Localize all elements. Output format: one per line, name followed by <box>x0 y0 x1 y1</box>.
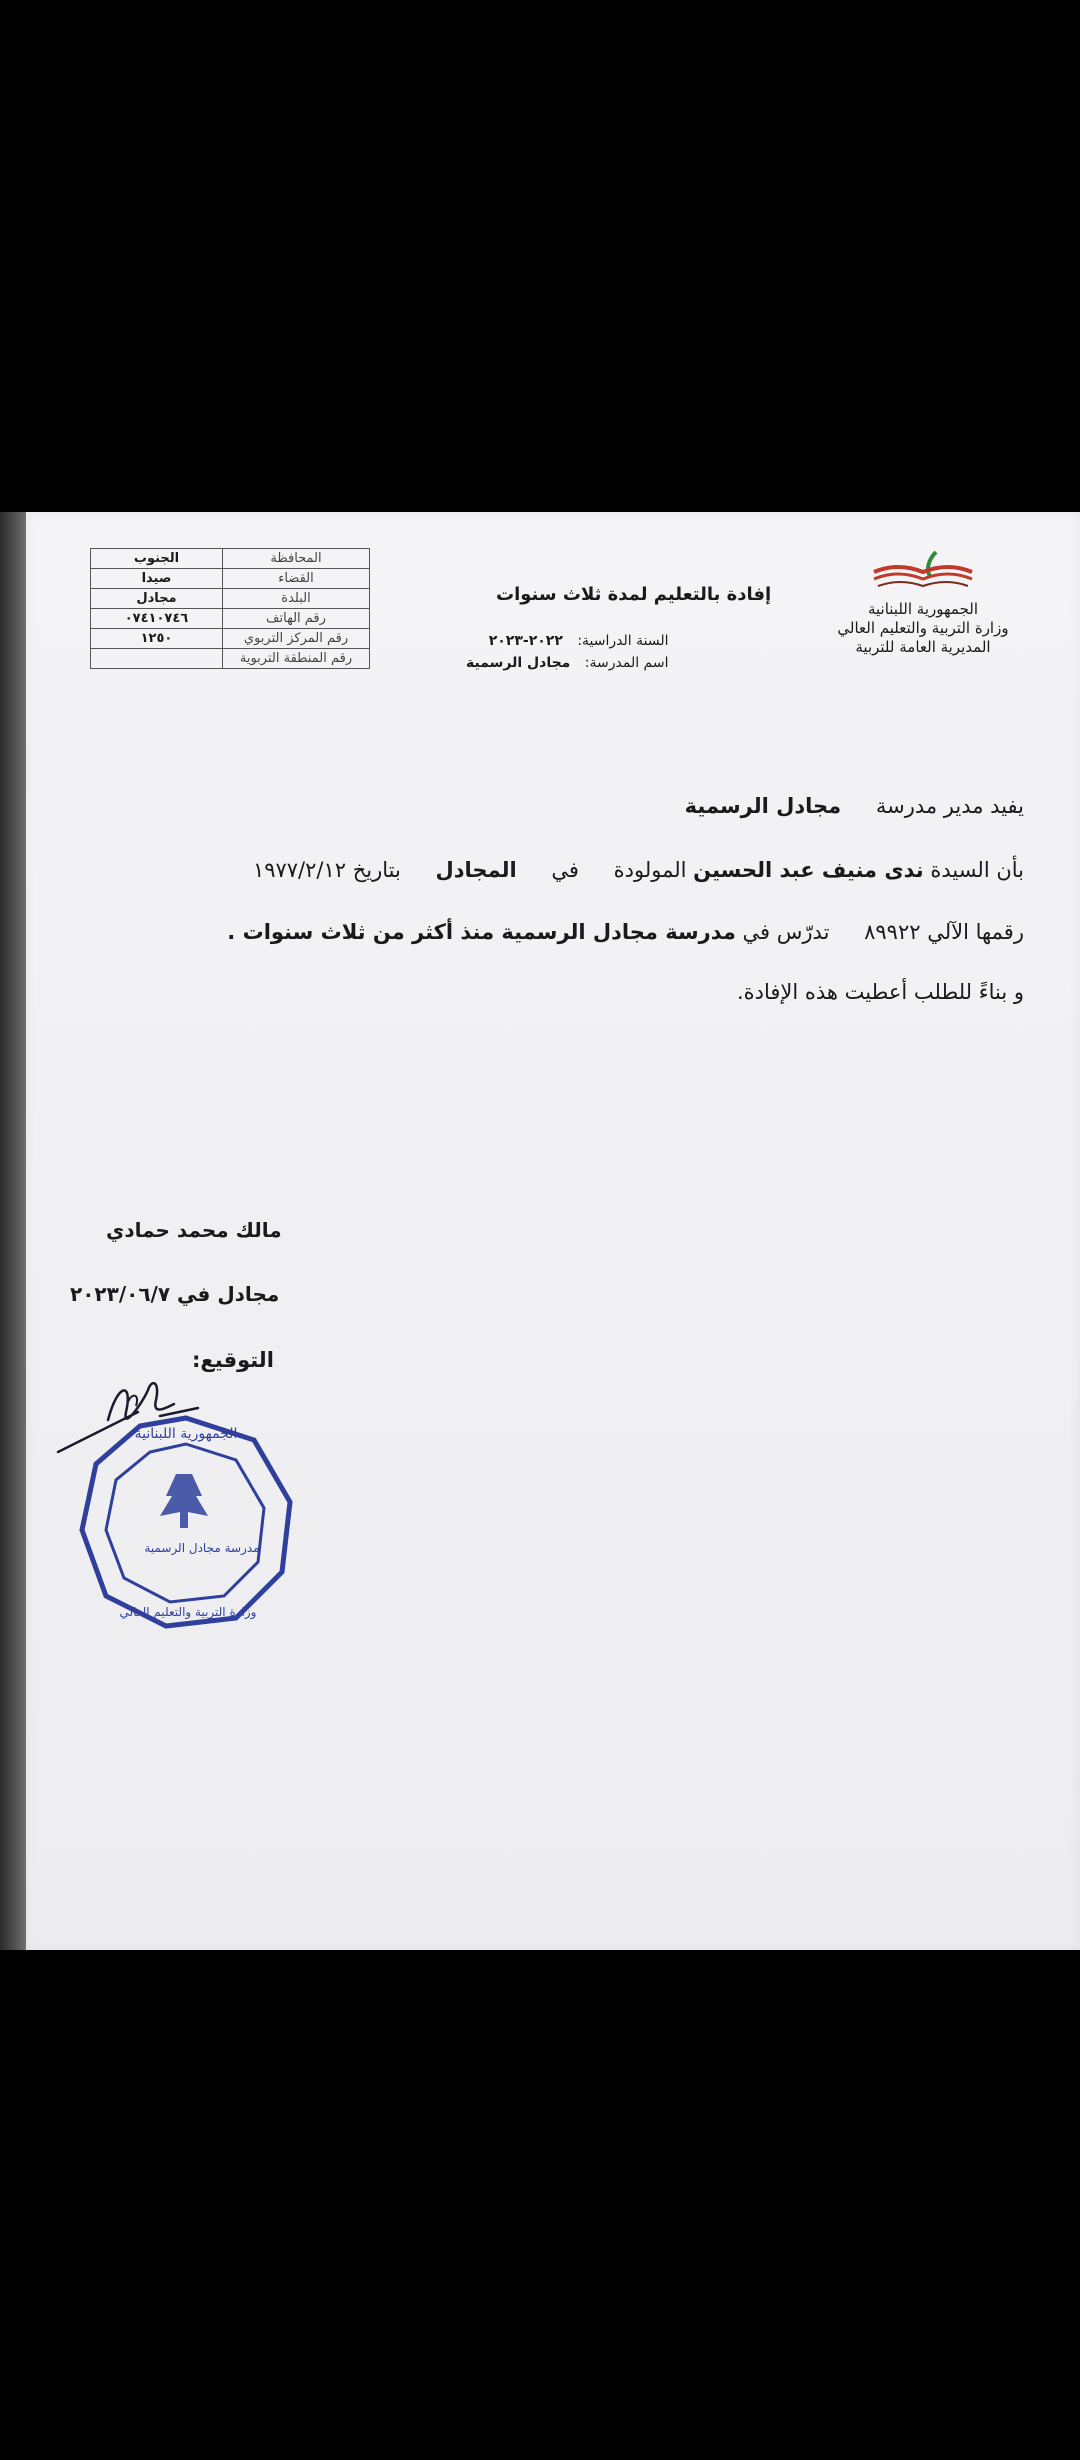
table-value: صيدا <box>91 569 223 589</box>
place-and-date: مجادل في ٢٠٢٣/٠٦/٧ <box>70 1282 280 1306</box>
table-row <box>91 629 370 649</box>
ministry-line-1: الجمهورية اللبنانية <box>867 600 979 618</box>
school-year-row <box>466 630 669 652</box>
table-label: البلدة <box>223 589 370 609</box>
body-line-3 <box>227 920 1024 944</box>
location-info-table <box>90 548 370 669</box>
line2-in: في <box>551 858 579 882</box>
school-name-row <box>466 652 669 674</box>
official-stamp-icon <box>76 1412 296 1632</box>
line2-date-label: بتاريخ <box>352 858 401 882</box>
table-row <box>91 649 370 669</box>
document-page <box>26 512 1080 1950</box>
line1-school: مجادل الرسمية <box>684 794 842 818</box>
stamp-outer-text: الجمهورية اللبنانية <box>134 1426 238 1442</box>
table-row <box>91 549 370 569</box>
body-line-2 <box>253 858 1024 882</box>
signature-label: التوقيع: <box>192 1348 274 1372</box>
school-year-label: السنة الدراسية: <box>577 633 669 649</box>
body-line-4: و بناءً للطلب أعطيت هذه الإفادة. <box>736 980 1024 1004</box>
school-year-value: ٢٠٢٢-٢٠٢٣ <box>488 633 563 649</box>
line3-rest: مدرسة مجادل الرسمية منذ أكثر من ثلاث سنوات . <box>227 920 736 944</box>
ministry-header <box>828 546 1018 657</box>
table-value <box>91 649 223 669</box>
line3-prefix: رقمها الآلي <box>927 920 1024 944</box>
line3-number: ٨٩٩٢٢ <box>864 920 921 944</box>
table-row <box>91 569 370 589</box>
document-meta <box>466 630 669 674</box>
table-label: رقم المنطقة التربوية <box>223 649 370 669</box>
table-value: الجنوب <box>91 549 223 569</box>
table-value: ٠٧٤١٠٧٤٦ <box>91 609 223 629</box>
table-row <box>91 589 370 609</box>
line2-born: المولودة <box>613 858 687 882</box>
line2-name: ندى منيف عبد الحسين <box>693 858 924 882</box>
school-name-label: اسم المدرسة: <box>584 655 669 671</box>
signer-name: مالك محمد حمادي <box>106 1218 282 1242</box>
table-label: رقم المركز التربوي <box>223 629 370 649</box>
line3-teaches: تدرّس في <box>742 920 830 944</box>
stamp-inner-text: مدرسة مجادل الرسمية <box>144 1541 260 1555</box>
body-line-1 <box>685 794 1024 818</box>
ministry-line-2: وزارة التربية والتعليم العالي <box>837 619 1009 637</box>
table-label: المحافظة <box>223 549 370 569</box>
ministry-logo-icon <box>868 546 978 594</box>
table-value: ١٢٥٠ <box>91 629 223 649</box>
table-value: مجادل <box>91 589 223 609</box>
school-name-value: مجادل الرسمية <box>466 655 571 671</box>
ministry-line-3: المديرية العامة للتربية <box>855 638 991 656</box>
line2-date: ١٩٧٧/٢/١٢ <box>252 858 347 882</box>
stamp-bottom-text: وزارة التربية والتعليم العالي <box>119 1605 257 1619</box>
document-title: إفادة بالتعليم لمدة ثلاث سنوات <box>496 584 772 605</box>
table-label: القضاء <box>223 569 370 589</box>
table-label: رقم الهاتف <box>223 609 370 629</box>
line2-place: المجادل <box>435 858 517 882</box>
page-edge-shadow <box>0 512 26 1950</box>
table-row <box>91 609 370 629</box>
line2-prefix: بأن السيدة <box>930 858 1024 882</box>
line1-prefix: يفيد مدير مدرسة <box>875 794 1024 818</box>
